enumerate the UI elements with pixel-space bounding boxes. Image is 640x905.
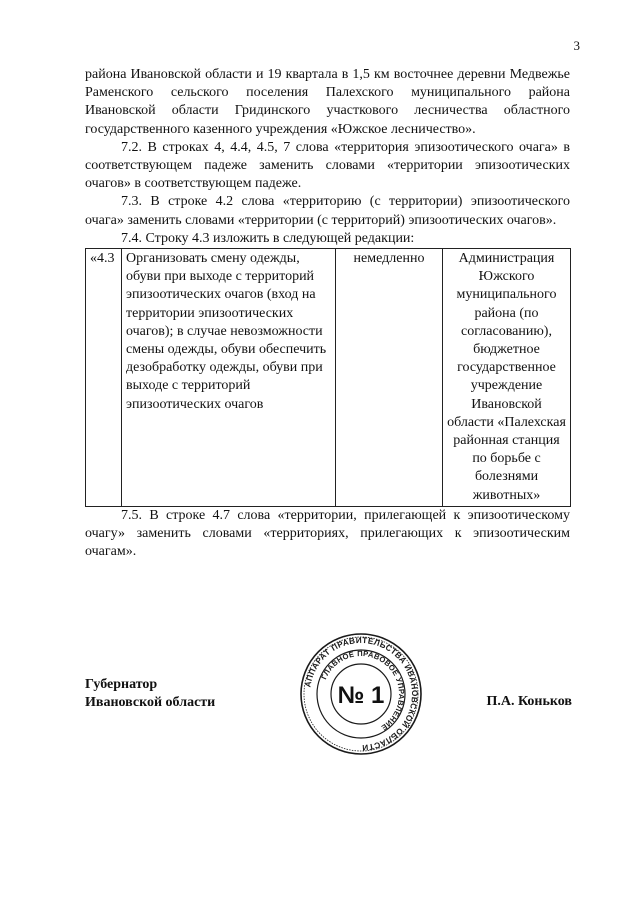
paragraph-7-5: 7.5. В строке 4.7 слова «территории, прилегающей к эпизоотическому очагу» заменить словами «территориях, прилегающих к эпизоотическим очагам». [85,507,570,560]
signer-title-line2: Ивановской области [85,695,216,710]
deadline-cell: немедленно [336,249,443,507]
seal-outer-text: АППАРАТ ПРАВИТЕЛЬСТВА ИВАНОВСКОЙ ОБЛАСТИ [303,635,420,753]
seal-number: № 1 [337,682,385,709]
document-body [85,66,570,561]
responsible-cell: Администрация Южского муниципального района (по согласованию), бюджетное государственное учреждение Ивановской области «Палехская районная станция по борьбе с болезнями животных» [443,249,571,507]
signer-title [85,676,215,712]
page-number: 3 [573,38,580,53]
official-seal [299,632,423,756]
paragraph-7-2: 7.2. В строках 4, 4.4, 4.5, 7 слова «территория эпизоотического очага» в соответствующем падеже заменить словами «территории эпизоотических очагов» в соответствующем падеже. [85,139,570,192]
seal-inner-text: ГЛАВНОЕ ПРАВОВОЕ УПРАВЛЕНИЕ [319,648,407,733]
measure-cell: Организовать смену одежды, обуви при выходе с территорий эпизоотических очагов (вход на территории эпизоотических очагов); в случае невозможности смены одежды, обуви обеспечить дезобработку одежды, обуви при выходе с территорий эпизоотических очагов [122,249,336,507]
signer-title-line1: Губернатор [85,677,158,692]
amendment-table [85,248,571,507]
paragraph-7-4: 7.4. Строку 4.3 изложить в следующей редакции: [121,230,415,246]
row-number-cell: «4.3 [86,249,122,507]
paragraph-7-3: 7.3. В строке 4.2 слова «территорию (с территории) эпизоотического очага» заменить словами «территории (с территорий) эпизоотических очагов». [85,194,570,228]
signature-block [85,635,572,753]
table-row [86,249,571,507]
signer-name: П.А. Коньков [486,694,572,709]
paragraph-intro: района Ивановской области и 19 квартала в 1,5 км восточнее деревни Медвежье Раменского сельского поселения Палехского муниципального района Ивановской области Гридинского участкового лесничества областного государственного казенного учреждения «Южское лесничество». [85,67,570,137]
